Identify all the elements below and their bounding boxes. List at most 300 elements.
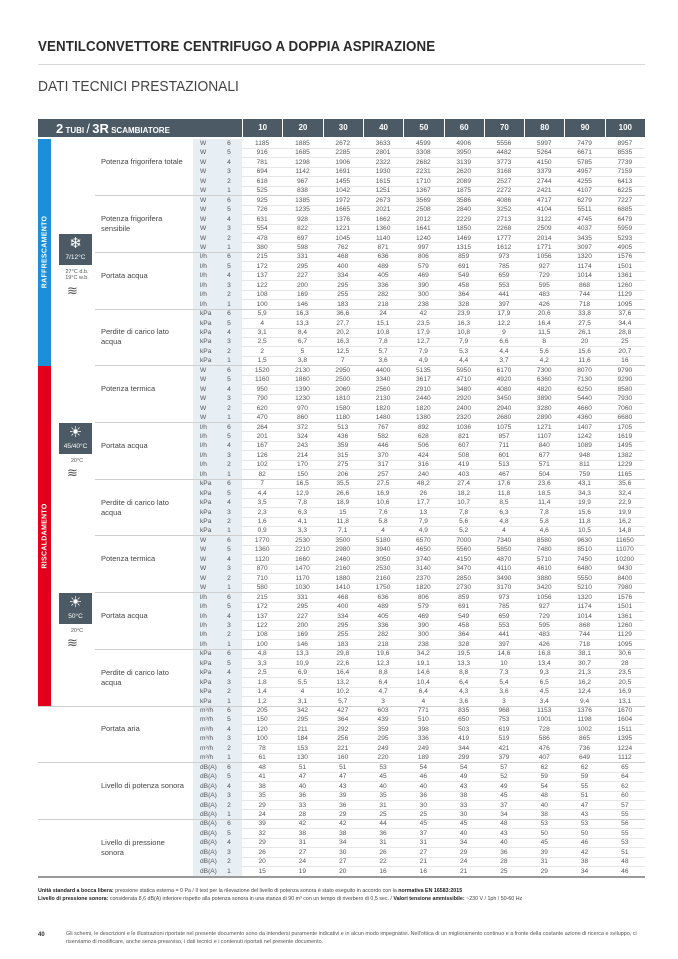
value-cell: 5,5 [297,678,308,686]
value-cell: 52 [500,773,508,781]
value-cell: 973 [498,253,510,261]
value-cell: 579 [417,603,429,611]
value-cell: 868 [579,281,591,289]
value-cell: 42 [339,820,347,828]
value-cell: 4,2 [539,357,549,365]
unit-cell: m³/h [200,707,214,714]
note-label: Livello di pressione sonora: [38,896,109,902]
value-cell: 407 [538,754,550,762]
value-cell: 948 [579,451,591,459]
value-cell: 1619 [617,432,633,440]
value-cell: 16,2 [578,678,591,686]
water-temperature: 50°C [68,612,83,620]
speed-cell: 4 [227,839,231,847]
value-cell: 1972 [335,196,351,204]
speed-cell: 3 [227,225,231,233]
value-cell: 5850 [496,546,512,554]
value-cell: 2920 [456,395,471,403]
speed-cell: 4 [227,329,231,336]
group-label: Portata acqua [101,270,148,280]
value-cell: 16,9 [618,688,632,696]
value-cell: 11,8 [497,489,511,497]
group-label: Potenza termica [101,554,156,564]
speed-cell: 6 [227,707,231,714]
value-cell: 10,9 [296,659,309,667]
value-cell: 1469 [456,234,471,242]
value-cell: 4,8 [499,518,509,525]
value-cell: 1056 [536,593,552,601]
value-cell: 11,4 [538,499,551,507]
value-cell: 513 [337,423,349,431]
speed-cell: 3 [227,792,231,800]
unit-cell: kPa [200,527,212,535]
value-cell: 27,4 [457,480,471,488]
value-cell: 3,3 [297,527,308,535]
speed-cell: 6 [227,253,231,261]
value-cell: 295 [337,621,349,629]
speed-cell: 1 [227,187,231,195]
value-cell: 5,8 [539,518,549,525]
value-cell: 37 [419,829,427,837]
value-cell: 126 [256,451,268,459]
value-cell: 6225 [617,187,633,195]
speed-cell: 4 [227,782,231,790]
value-cell: 618 [256,177,268,185]
speed-cell: 5 [227,319,231,327]
value-cell: 3890 [536,395,552,403]
value-cell: 5 [300,347,305,355]
unit-cell: dB(A) [200,839,217,847]
value-cell: 1360 [254,546,270,554]
value-cell: 405 [377,272,389,280]
value-cell: 34 [500,810,508,818]
air-flow-icon: ≋ [67,465,78,480]
value-cell: 1906 [335,158,351,166]
value-cell: 424 [417,451,429,459]
value-cell: 170 [296,461,308,469]
value-cell: 27 [339,858,347,866]
group-label: Potenza frigorifera sensibile [101,214,163,234]
value-cell: 249 [417,744,429,752]
value-cell: 4 [300,688,305,696]
unit-cell: kPa [200,669,212,677]
value-cell: 36 [298,792,307,800]
value-cell: 53 [621,839,629,847]
value-cell: 598 [296,243,308,251]
value-cell: 21,3 [578,669,591,677]
value-cell: 790 [256,395,268,403]
value-cell: 3280 [536,404,552,412]
value-cell: 7,9 [418,347,428,355]
value-cell: 38 [459,792,468,800]
value-cell: 7,8 [297,499,308,507]
value-cell: 859 [458,253,470,261]
value-cell: 1710 [416,177,431,185]
value-cell: 7,8 [459,508,469,516]
value-cell: 13,3 [296,650,309,658]
value-cell: 1095 [617,300,633,308]
value-cell: 426 [538,640,550,648]
value-cell: 2060 [335,385,351,393]
value-cell: 51 [580,792,589,800]
value-cell: 189 [417,754,429,762]
value-cell: 25 [500,867,508,875]
value-cell: 446 [377,442,389,450]
value-cell: 1495 [617,442,633,450]
speed-cell: 6 [227,480,231,488]
value-cell: 8580 [536,536,552,544]
value-cell: 167 [256,442,268,450]
unit-cell: W [200,234,207,242]
value-cell: 1771 [536,243,552,251]
value-cell: 54 [459,763,468,771]
value-cell: 1298 [295,158,310,166]
value-cell: 1367 [416,187,431,195]
value-cell: 927 [538,262,550,270]
value-cell: 29 [339,810,347,818]
value-cell: 436 [337,432,349,440]
value-cell: 771 [417,707,429,714]
unit-cell: l/h [200,291,207,299]
speed-cell: 6 [227,366,231,374]
speed-cell: 3 [227,678,231,686]
value-cell: 31 [379,839,387,847]
value-cell: 870 [256,565,268,573]
value-cell: 3880 [536,574,552,582]
value-cell: 785 [498,603,510,611]
unit-cell: kPa [200,329,212,336]
value-cell: 215 [256,253,268,261]
value-cell: 1221 [335,225,351,233]
value-cell: 215 [256,593,268,601]
value-cell: 3 [381,697,385,705]
value-cell: 2089 [456,177,471,185]
air-conditions [60,458,94,465]
speed-cell: 6 [227,820,231,828]
value-cell: 10200 [615,555,634,563]
speed-cell: 4 [227,612,231,620]
value-cell: 22,9 [618,499,632,507]
snowflake-icon: ❄ [69,234,82,252]
value-cell: 48 [621,858,629,866]
value-cell: 4 [381,527,385,535]
value-cell: 718 [579,640,591,648]
value-cell: 2950 [335,366,351,374]
value-cell: 619 [498,725,510,733]
value-cell: 336 [377,281,389,289]
value-cell: 840 [538,442,550,450]
value-cell: 1777 [496,234,512,242]
section-title: DATI TECNICI PRESTAZIONALI [38,78,239,95]
speed-cell: 6 [227,763,231,771]
value-cell: 6,3 [499,508,509,516]
value-cell: 7340 [496,536,512,544]
value-cell: 513 [498,461,510,469]
column-header-model-10: 10 [242,119,282,137]
value-cell: 12,9 [296,489,309,497]
value-cell: 102 [256,461,268,469]
value-cell: 1820 [416,584,431,592]
unit-cell: W [200,215,207,223]
value-cell: 4,4 [257,489,267,497]
value-cell: 3500 [335,536,351,544]
group-separator [95,535,645,536]
value-cell: 33 [459,801,468,809]
unit-cell: kPa [200,688,212,696]
unit-cell: W [200,177,207,185]
value-cell: 36 [500,848,508,856]
value-cell: 6170 [496,366,512,374]
value-cell: 2680 [496,414,512,422]
speed-cell: 3 [227,621,231,629]
value-cell: 292 [337,725,349,733]
value-cell: 5180 [375,536,391,544]
value-cell: 1014 [577,612,592,620]
value-cell: 26 [379,848,387,856]
speed-cell: 3 [227,848,231,856]
speed-cell: 3 [227,338,231,346]
value-cell: 871 [377,243,389,251]
value-cell: 1174 [577,603,592,611]
value-cell: 8580 [617,385,633,393]
value-cell: 6,4 [459,678,469,686]
group-separator [95,252,645,253]
speed-cell: 5 [227,659,231,667]
value-cell: 238 [417,640,429,648]
value-cell: 1612 [496,243,512,251]
unit-cell: l/h [200,423,207,431]
table-header-title [56,121,170,136]
value-cell: 54 [419,763,427,771]
value-cell: 7980 [617,584,633,592]
value-cell: 1230 [295,395,310,403]
value-cell: 28 [500,858,508,866]
unit-cell: l/h [200,442,207,450]
value-cell: 1251 [375,187,391,195]
speed-cell: 3 [227,168,231,176]
value-cell: 1315 [456,243,471,251]
value-cell: 6360 [536,376,552,384]
value-cell: 5997 [536,140,552,147]
value-cell: 26,1 [578,329,591,336]
value-cell: 20,2 [336,329,350,336]
value-cell: 5440 [577,395,592,403]
value-cell: 6,3 [297,508,308,516]
value-cell: 5,8 [378,518,388,525]
value-cell: 36,6 [336,310,350,318]
value-cell: 21 [419,858,427,866]
value-cell: 1,2 [257,697,267,705]
value-cell: 729 [538,272,550,280]
value-cell: 16,5 [296,480,309,488]
value-cell: 7,1 [338,527,348,535]
value-cell: 4,1 [297,518,308,525]
value-cell: 1224 [617,744,633,752]
unit-cell: kPa [200,697,212,705]
value-cell: 27 [298,848,307,856]
value-cell: 2530 [295,536,310,544]
speed-cell: 4 [227,669,231,677]
value-cell: 595 [538,281,550,289]
value-cell: 5,9 [257,310,267,318]
value-cell: 38,1 [578,650,591,658]
value-cell: 342 [296,707,308,714]
value-cell: 1860 [295,376,310,384]
value-cell: 5,6 [459,518,469,525]
value-cell: 14,8 [618,527,632,535]
value-cell: 865 [579,735,591,743]
value-cell: 257 [377,470,389,478]
value-cell: 1002 [577,725,592,733]
value-cell: 697 [296,234,308,242]
value-cell: 3950 [456,149,471,157]
value-cell: 23,6 [537,480,551,488]
value-cell: 11,6 [578,357,591,365]
value-cell: 3,1 [257,329,267,336]
value-cell: 15,6 [578,508,591,516]
unit-cell: dB(A) [200,820,217,828]
value-cell: 169 [296,291,308,299]
value-cell: 4482 [496,149,512,157]
value-cell: 36 [379,829,387,837]
value-cell: 249 [377,744,389,752]
value-cell: 22,6 [336,659,350,667]
value-cell: 860 [296,414,308,422]
value-cell: 34,3 [578,489,591,497]
speed-cell: 1 [227,357,231,365]
value-cell: 5511 [577,206,592,214]
group-separator [95,592,645,593]
value-cell: 8535 [617,149,633,157]
value-cell: 21 [459,867,468,875]
value-cell: 35,5 [336,480,350,488]
value-cell: 4150 [536,158,552,166]
value-cell: 2890 [536,414,552,422]
value-cell: 13 [419,508,427,516]
unit-cell: W [200,574,207,582]
value-cell: 227 [296,272,308,280]
value-cell: 364 [458,291,470,299]
value-cell: 227 [296,612,308,620]
value-cell: 36 [339,801,347,809]
value-cell: 9790 [617,366,633,374]
value-cell: 331 [296,593,308,601]
air-conditions [60,269,94,282]
value-cell: 8,8 [459,669,469,677]
value-cell: 12,2 [497,319,511,327]
table-header [38,119,645,137]
value-cell: 13,3 [457,659,471,667]
value-cell: 5,4 [499,678,509,686]
value-cell: 15 [339,508,347,516]
value-cell: 18,5 [537,489,551,497]
value-cell: 3252 [496,206,512,214]
speed-cell: 2 [227,518,231,525]
value-cell: 60 [621,792,629,800]
value-cell: 6279 [577,196,592,204]
unit-cell: kPa [200,489,212,497]
value-cell: 295 [337,281,349,289]
value-cell: 240 [417,470,429,478]
value-cell: 32 [258,829,266,837]
value-cell: 8070 [577,366,592,374]
value-cell: 691 [458,262,470,270]
value-cell: 137 [256,612,268,620]
unit-cell: m³/h [200,735,214,743]
unit-cell: W [200,385,207,393]
speed-cell: 5 [227,149,231,157]
unit-cell: W [200,140,207,147]
unit-cell: l/h [200,612,207,620]
value-cell: 18,9 [336,499,350,507]
value-cell: 1320 [577,593,592,601]
value-cell: 806 [417,593,429,601]
value-cell: 12,3 [376,659,390,667]
value-cell: 1140 [375,234,391,242]
speed-cell: 4 [227,442,231,450]
unit-cell: dB(A) [200,782,217,790]
unit-cell: W [200,536,207,544]
value-cell: 970 [296,404,308,412]
value-cell: 1511 [617,725,632,733]
value-cell: 2268 [496,225,512,233]
value-cell: 0,9 [257,527,267,535]
value-cell: 519 [498,735,510,743]
speed-cell: 5 [227,603,231,611]
value-cell: 3 [502,697,506,705]
unit-cell: W [200,584,207,592]
unit-cell: kPa [200,357,212,365]
speed-cell: 2 [227,688,231,696]
speed-cell: 4 [227,725,231,733]
value-cell: 925 [256,196,268,204]
speed-cell: 2 [227,234,231,242]
value-cell: 4400 [375,366,391,374]
unit-cell: dB(A) [200,848,217,856]
value-cell: 2,3 [257,508,267,516]
value-cell: 25 [419,810,427,818]
unit-cell: l/h [200,300,207,308]
value-cell: 40 [298,782,307,790]
speed-cell: 3 [227,565,231,573]
value-cell: 469 [417,272,429,280]
unit-cell: l/h [200,451,207,459]
value-cell: 359 [377,725,389,733]
value-cell: 553 [498,621,510,629]
unit-cell: l/h [200,593,207,601]
value-cell: 3168 [496,168,512,176]
value-cell: 7,6 [378,508,388,516]
value-cell: 150 [296,470,308,478]
value-cell: 1,4 [257,688,267,696]
air-flow-icon: ≋ [67,282,78,298]
value-cell: 23,5 [416,319,430,327]
value-cell: 1129 [617,631,632,639]
value-cell: 973 [498,593,510,601]
value-cell: 1075 [496,423,512,431]
value-cell: 41 [258,773,266,781]
group-label: Potenza termica [101,384,156,394]
value-cell: 744 [579,631,591,639]
value-cell: 2940 [496,404,512,412]
value-cell: 29 [258,839,266,847]
unit-cell: l/h [200,281,207,289]
value-cell: 16,3 [296,310,309,318]
value-cell: 221 [337,744,349,752]
value-cell: 4599 [416,140,431,147]
value-cell: 7227 [617,196,633,204]
speed-cell: 6 [227,140,231,147]
